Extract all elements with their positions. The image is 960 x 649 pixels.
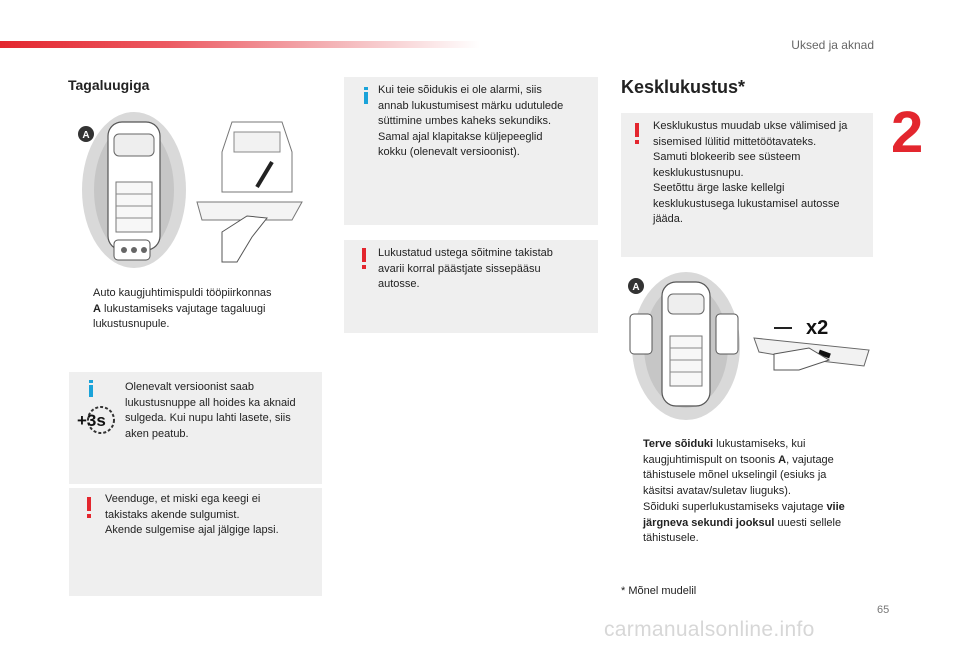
- warning-text: Veenduge, et miski ega keegi ei takistaks akende sulgumist. Akende sulgemise ajal jälgige lapsi.: [105, 493, 279, 536]
- three-second-badge: +3s: [75, 405, 119, 435]
- chapter-number: 2: [891, 100, 924, 165]
- info-text: Olenevalt versioonist saab lukustusnuppe all hoides ka aknaid sulgeda. Kui nupu lahti lasete, siis aken peatub.: [125, 381, 296, 440]
- info-icon: [356, 85, 376, 105]
- page-number: 65: [877, 604, 890, 616]
- warning-icon: [358, 248, 370, 270]
- warning-icon: [631, 123, 643, 145]
- watermark: carmanualsonline.info: [604, 618, 815, 641]
- header-accent-bar: [0, 41, 480, 48]
- superlock-instruction: Sõiduki superlukustamiseks vajutage viie järgneva sekundi jooksul uuesti sellele tähistusele.: [643, 501, 845, 544]
- warning-text: Kesklukustus muudab ukse välimised ja sisemised lülitid mittetöötavateks. Samuti blokeerib see süsteem kesklukustusnupu. Seetõttu ärge laske kellelgi kesklukustusega lukustamisel autosse jääda.: [653, 120, 848, 225]
- warning-box-locked-driving: [344, 240, 598, 333]
- zone-a-label: A: [632, 282, 640, 293]
- info-icon: [81, 378, 101, 398]
- press-twice-label: x2: [806, 317, 829, 339]
- tailgate-illustration: [72, 112, 322, 277]
- info-box-alarm: [344, 77, 598, 225]
- warning-box-window-safety: [69, 488, 322, 596]
- warning-text: Lukustatud ustega sõitmine takistab avarii korral päästjate sissepääsu autosse.: [378, 247, 553, 290]
- tailgate-lock-instruction: Auto kaugjuhtimispuldi tööpiirkonnas A lukustamiseks vajutage tagaluugi lukustusnupule.: [93, 287, 272, 330]
- whole-vehicle-lock-instruction: Terve sõiduki lukustamiseks, kui kaugjuhtimispult on tsoonis A, vajutage tähistusele mõnel ukselingil (esiuks ja käsitsi avatav/suletav liuguks).: [643, 438, 834, 497]
- heading-central-locking: Kesklukustus*: [621, 77, 746, 97]
- info-text: Kui teie sõidukis ei ole alarmi, siis annab lukustumisest märku udutulede süttimine umbes kaheks sekundiks. Samal ajal klapitakse küljepeeglid kokku (olenevalt versioonist).: [378, 84, 564, 158]
- central-locking-illustration: [624, 270, 876, 422]
- heading-tailgate: Tagaluugiga: [68, 77, 150, 93]
- zone-a-label: A: [82, 130, 90, 141]
- warning-box-central-locking: [621, 113, 873, 257]
- warning-icon: [83, 497, 95, 519]
- footnote: * Mõnel mudelil: [621, 585, 697, 597]
- section-title: Uksed ja aknad: [791, 38, 874, 52]
- info-box-window-closing: [69, 372, 322, 484]
